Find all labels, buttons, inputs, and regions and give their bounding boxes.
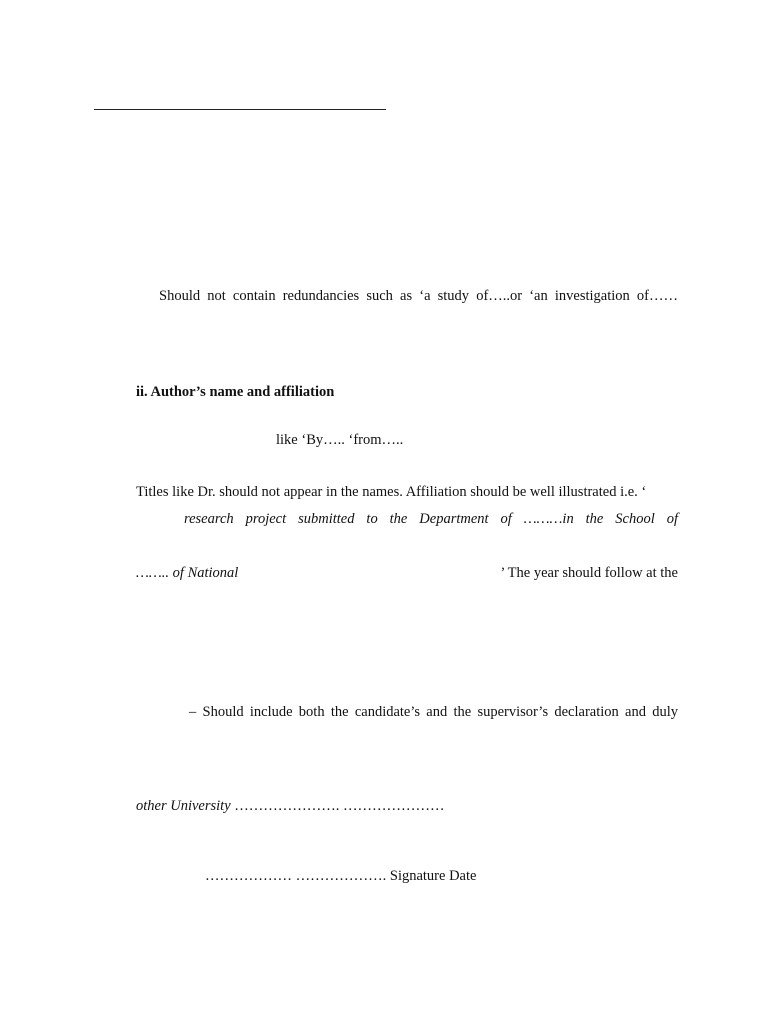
redundancy-line: Should not contain redundancies such as ‘a study of…..or ‘an investigation of…… [159, 288, 678, 304]
other-university-text: other University [136, 798, 231, 814]
titles-line: Titles like Dr. should not appear in the names. Affiliation should be well illustrated i.e. ‘ [136, 484, 647, 500]
section-heading: ii. Author’s name and affiliation [136, 384, 335, 400]
by-from-line: like ‘By….. ‘from….. [276, 432, 404, 448]
signature-label: Signature Date [389, 868, 477, 884]
research-project-line: research project submitted to the Department of ………in the School of [184, 511, 678, 527]
national-fragment: …….. of National [136, 565, 239, 581]
declaration-line: – Should include both the candidate’s and the supervisor’s declaration and duly [189, 704, 678, 720]
other-university-dots: …………………. ………………… [234, 798, 445, 814]
horizontal-rule [94, 109, 386, 110]
signature-dots: ……………… ………………. [205, 868, 387, 884]
year-fragment: ’ The year should follow at the [500, 565, 678, 581]
other-university-line [136, 797, 445, 815]
signature-line [205, 867, 476, 885]
